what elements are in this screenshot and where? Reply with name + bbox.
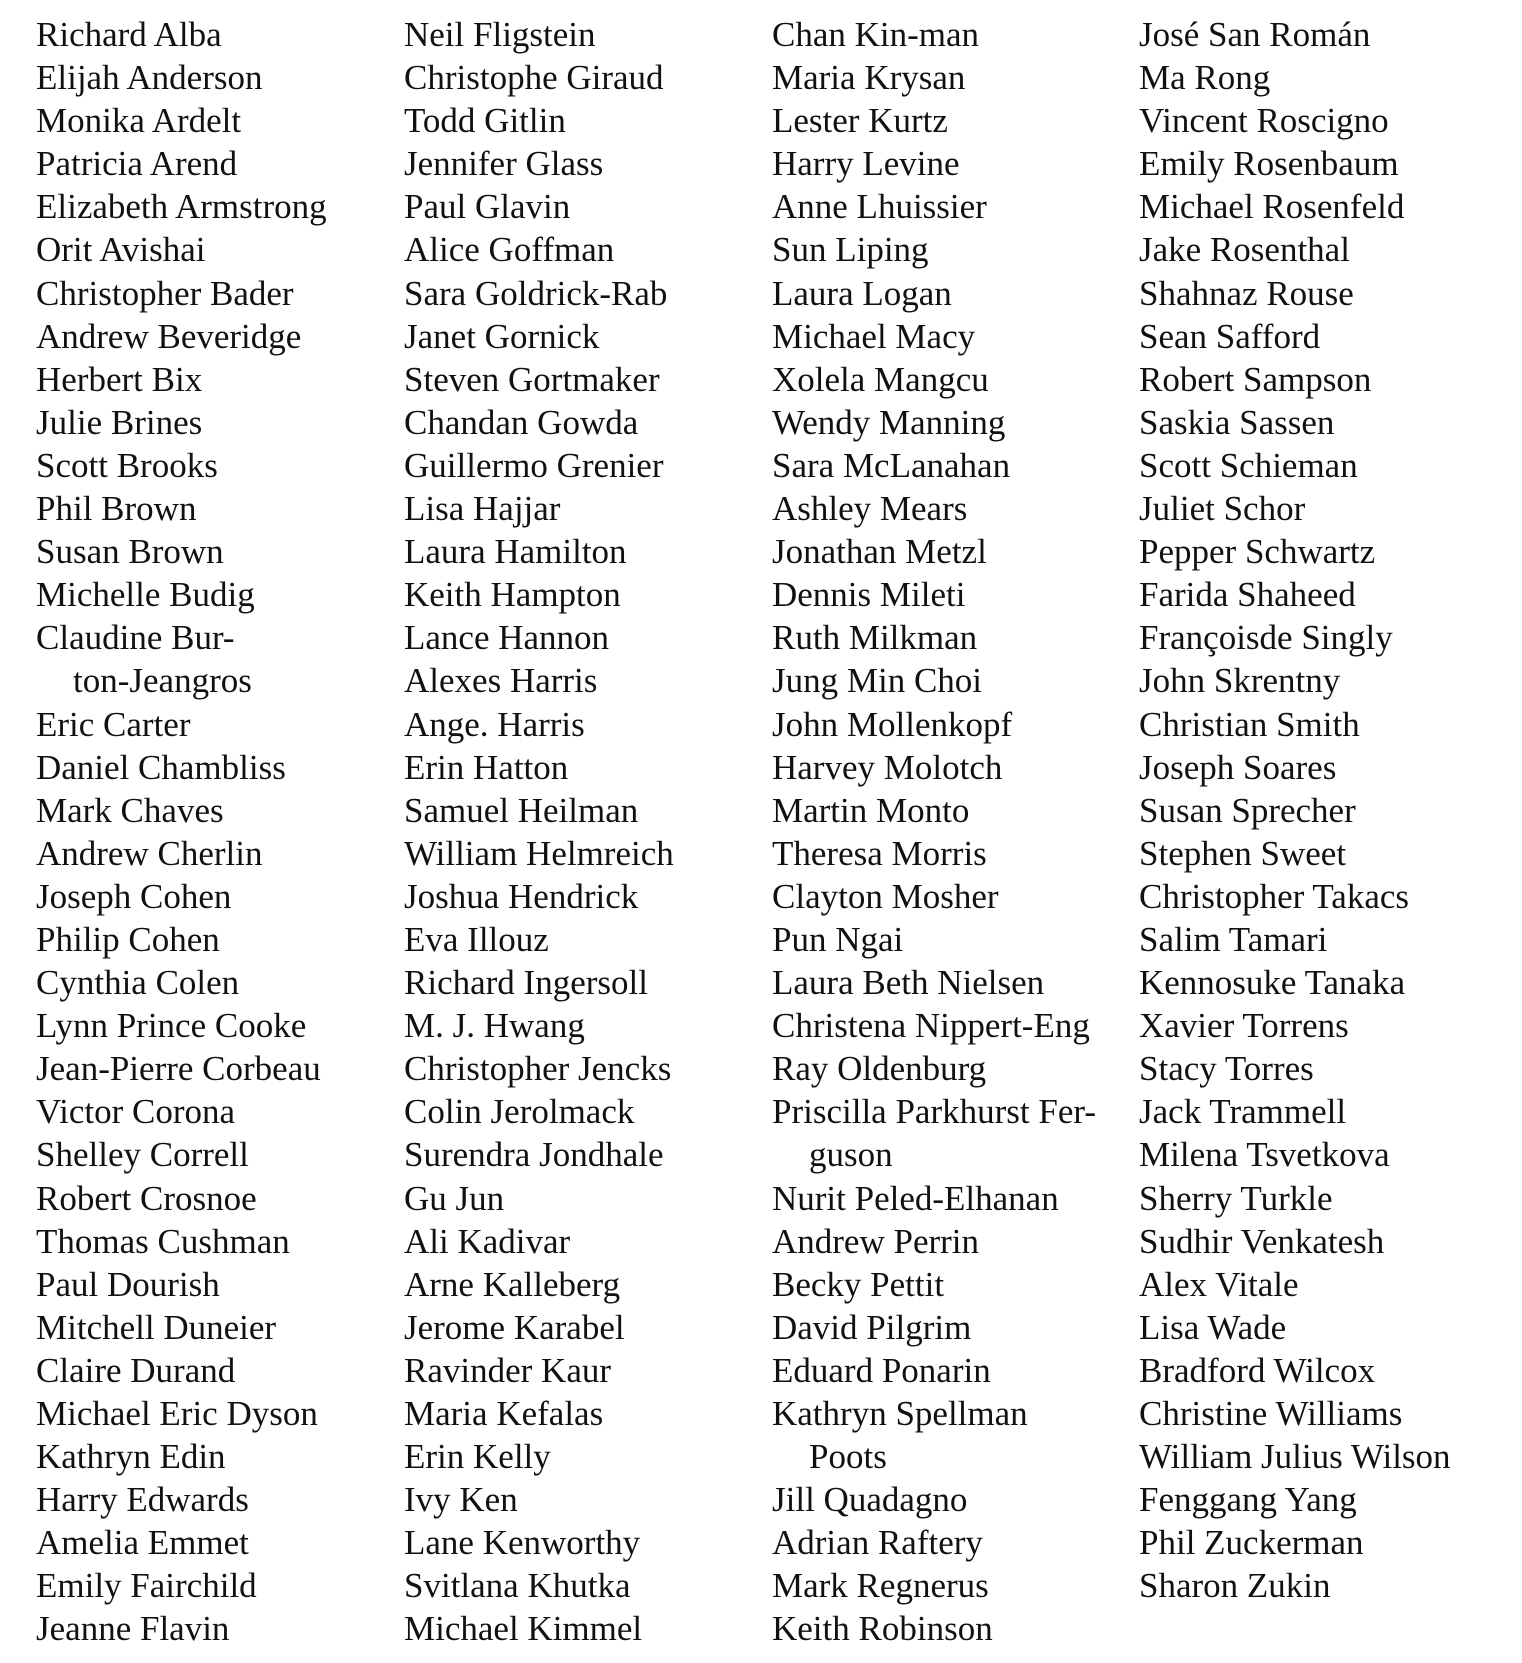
name-entry: Ruth Milkman xyxy=(772,618,978,658)
name-entry: Cynthia Colen xyxy=(36,963,240,1003)
name-entry: Neil Fligstein xyxy=(404,15,596,54)
name-entry: Jennifer Glass xyxy=(404,144,604,184)
name-entry: Richard Alba xyxy=(36,15,222,54)
name-entry: Emily Fairchild xyxy=(36,1566,257,1606)
name-entry: John Mollenkopf xyxy=(772,704,1013,744)
name-entry: Lane Kenworthy xyxy=(404,1523,641,1563)
name-entry: Gu Jun xyxy=(404,1178,505,1218)
name-entry: Michael Macy xyxy=(772,316,976,356)
name-entry: Farida Shaheed xyxy=(1139,575,1356,615)
name-entry: Adrian Raftery xyxy=(772,1523,983,1563)
name-entry: Xavier Torrens xyxy=(1139,1006,1349,1046)
name-entry: M. J. Hwang xyxy=(404,1006,585,1046)
name-entry: Kathryn Spellman xyxy=(772,1394,1028,1433)
name-entry: Colin Jerolmack xyxy=(404,1092,635,1132)
name-entry: Patricia Arend xyxy=(36,144,238,184)
name-entry: Chan Kin-man xyxy=(772,15,980,54)
name-entry: Christopher Jencks xyxy=(404,1049,672,1089)
name-entry: Christine Williams xyxy=(1139,1394,1403,1433)
name-entry: Laura Hamilton xyxy=(404,532,627,572)
name-entry: Eric Carter xyxy=(36,704,191,744)
name-entry: Shelley Correll xyxy=(36,1135,249,1175)
name-entry: Victor Corona xyxy=(36,1092,236,1132)
name-entry: Kathryn Edin xyxy=(36,1437,226,1477)
name-entry: Michael Rosenfeld xyxy=(1139,187,1405,227)
name-entry: Saskia Sassen xyxy=(1139,402,1335,442)
name-entry: Dennis Mileti xyxy=(772,575,966,615)
name-entry: Alice Goffman xyxy=(404,230,615,270)
name-entry: William Julius Wilson xyxy=(1139,1437,1451,1477)
name-entry: Jean-Pierre Corbeau xyxy=(36,1049,321,1089)
name-entry: Erin Kelly xyxy=(404,1437,551,1477)
name-entry: Maria Krysan xyxy=(772,58,966,98)
name-entry: Erin Hatton xyxy=(404,747,569,787)
name-entry: Eva Illouz xyxy=(404,919,549,959)
name-entry: Jeanne Flavin xyxy=(36,1609,230,1649)
name-entry: Christena Nippert-Eng xyxy=(772,1006,1090,1046)
name-entry: Sara McLanahan xyxy=(772,445,1011,485)
name-entry: Christian Smith xyxy=(1139,704,1360,744)
name-entry: Sara Goldrick-Rab xyxy=(404,273,668,313)
name-entry: Maria Kefalas xyxy=(404,1394,604,1433)
name-entry: Françoisde Singly xyxy=(1139,618,1393,658)
name-column-1 xyxy=(36,13,396,1651)
name-entry: Todd Gitlin xyxy=(404,101,566,141)
name-entry: Ivy Ken xyxy=(404,1480,518,1520)
name-entry: Claire Durand xyxy=(36,1350,236,1390)
name-entry: Ali Kadivar xyxy=(404,1221,571,1261)
name-entry: Laura Beth Nielsen xyxy=(772,963,1045,1003)
name-entry: Herbert Bix xyxy=(36,359,203,399)
name-entry: Samuel Heilman xyxy=(404,790,639,830)
name-entry: Lester Kurtz xyxy=(772,101,948,141)
name-entry: Jung Min Choi xyxy=(772,661,983,701)
name-entry: Wendy Manning xyxy=(772,402,1006,442)
name-entry: Sean Safford xyxy=(1139,316,1321,356)
name-entry: Salim Tamari xyxy=(1139,919,1328,959)
name-entry: Ray Oldenburg xyxy=(772,1049,987,1089)
name-entry: Amelia Emmet xyxy=(36,1523,249,1563)
name-entry: Scott Schieman xyxy=(1139,445,1358,485)
name-entry: Joshua Hendrick xyxy=(404,876,639,916)
name-entry: Harvey Molotch xyxy=(772,747,1003,787)
name-entry: guson xyxy=(809,1135,893,1175)
name-entry: Bradford Wilcox xyxy=(1139,1350,1376,1390)
name-entry: Robert Sampson xyxy=(1139,359,1372,399)
name-entry: Jill Quadagno xyxy=(772,1480,968,1520)
name-entry: Claudine Bur- xyxy=(36,618,235,658)
name-entry: Guillermo Grenier xyxy=(404,445,664,485)
name-entry: Susan Sprecher xyxy=(1139,790,1356,830)
name-entry: Fenggang Yang xyxy=(1139,1480,1357,1520)
name-entry: Lynn Prince Cooke xyxy=(36,1006,307,1046)
name-entry: Arne Kalleberg xyxy=(404,1264,621,1304)
name-entry: Milena Tsvetkova xyxy=(1139,1135,1390,1175)
name-entry: Shahnaz Rouse xyxy=(1139,273,1354,313)
name-entry: Christopher Takacs xyxy=(1139,876,1410,916)
name-entry: Anne Lhuissier xyxy=(772,187,987,227)
name-entry: Jack Trammell xyxy=(1139,1092,1347,1132)
name-entry: Jerome Karabel xyxy=(404,1307,625,1347)
name-entry: Andrew Perrin xyxy=(772,1221,980,1261)
name-entry: William Helmreich xyxy=(404,833,674,873)
name-entry: Stacy Torres xyxy=(1139,1049,1314,1089)
name-column-4 xyxy=(1139,13,1509,1607)
name-entry: Keith Robinson xyxy=(772,1609,993,1649)
name-entry: Phil Zuckerman xyxy=(1139,1523,1364,1563)
name-entry: Ravinder Kaur xyxy=(404,1350,612,1390)
name-entry: Stephen Sweet xyxy=(1139,833,1347,873)
name-entry: Andrew Cherlin xyxy=(36,833,263,873)
name-entry: Robert Crosnoe xyxy=(36,1178,257,1218)
name-entry: Priscilla Parkhurst Fer- xyxy=(772,1092,1096,1132)
name-entry: Philip Cohen xyxy=(36,919,220,959)
name-entry: Mark Chaves xyxy=(36,790,224,830)
name-entry: Joseph Cohen xyxy=(36,876,232,916)
name-entry: Lance Hannon xyxy=(404,618,610,658)
name-entry: Jonathan Metzl xyxy=(772,532,987,572)
name-entry: Laura Logan xyxy=(772,273,952,313)
name-entry: Svitlana Khutka xyxy=(404,1566,631,1606)
name-entry: Mitchell Duneier xyxy=(36,1307,277,1347)
name-entry: Janet Gornick xyxy=(404,316,600,356)
name-entry: Joseph Soares xyxy=(1139,747,1337,787)
name-entry: Surendra Jondhale xyxy=(404,1135,664,1175)
name-entry: Lisa Hajjar xyxy=(404,489,561,529)
name-entry: Nurit Peled-Elhanan xyxy=(772,1178,1059,1218)
name-entry: John Skrentny xyxy=(1139,661,1341,701)
name-entry: Paul Glavin xyxy=(404,187,571,227)
name-entry: Chandan Gowda xyxy=(404,402,639,442)
name-entry: Elijah Anderson xyxy=(36,58,263,98)
name-entry: Sun Liping xyxy=(772,230,929,270)
name-entry: Daniel Chambliss xyxy=(36,747,286,787)
name-entry: Paul Dourish xyxy=(36,1264,220,1304)
name-entry: Thomas Cushman xyxy=(36,1221,290,1261)
name-entry: Keith Hampton xyxy=(404,575,621,615)
name-entry: Susan Brown xyxy=(36,532,224,572)
name-entry: Michelle Budig xyxy=(36,575,255,615)
name-entry: Becky Pettit xyxy=(772,1264,945,1304)
name-entry: Kennosuke Tanaka xyxy=(1139,963,1406,1003)
name-entry: Ma Rong xyxy=(1139,58,1271,98)
name-entry: Juliet Schor xyxy=(1139,489,1306,529)
name-entry: Ashley Mears xyxy=(772,489,968,529)
name-entry: Mark Regnerus xyxy=(772,1566,989,1606)
name-entry: Elizabeth Armstrong xyxy=(36,187,327,227)
name-entry: Harry Levine xyxy=(772,144,960,184)
name-entry: ton-Jeangros xyxy=(73,661,252,701)
name-entry: Sudhir Venkatesh xyxy=(1139,1221,1385,1261)
name-entry: Lisa Wade xyxy=(1139,1307,1287,1347)
name-entry: Julie Brines xyxy=(36,402,203,442)
name-entry: Monika Ardelt xyxy=(36,101,242,141)
name-entry: Pepper Schwartz xyxy=(1139,532,1376,572)
name-entry: Andrew Beveridge xyxy=(36,316,302,356)
name-entry: Vincent Roscigno xyxy=(1139,101,1389,141)
name-entry: Sherry Turkle xyxy=(1139,1178,1333,1218)
name-entry: Emily Rosenbaum xyxy=(1139,144,1399,184)
name-entry: Alex Vitale xyxy=(1139,1264,1299,1304)
name-entry: Scott Brooks xyxy=(36,445,218,485)
name-entry: Michael Kimmel xyxy=(404,1609,643,1649)
name-entry: Richard Ingersoll xyxy=(404,963,648,1003)
name-entry: Poots xyxy=(809,1437,887,1477)
name-entry: Martin Monto xyxy=(772,790,970,830)
name-column-2 xyxy=(404,13,764,1651)
name-entry: Xolela Mangcu xyxy=(772,359,989,399)
name-entry: Christophe Giraud xyxy=(404,58,664,98)
name-entry: Ange. Harris xyxy=(404,704,585,744)
name-entry: Clayton Mosher xyxy=(772,876,999,916)
name-entry: Christopher Bader xyxy=(36,273,294,313)
name-entry: Theresa Morris xyxy=(772,833,987,873)
name-entry: Jake Rosenthal xyxy=(1139,230,1350,270)
name-entry: Orit Avishai xyxy=(36,230,206,270)
name-entry: Steven Gortmaker xyxy=(404,359,660,399)
name-entry: Sharon Zukin xyxy=(1139,1566,1331,1606)
name-entry: Eduard Ponarin xyxy=(772,1350,991,1390)
name-entry: Phil Brown xyxy=(36,489,197,529)
name-entry: Alexes Harris xyxy=(404,661,598,701)
name-entry: Pun Ngai xyxy=(772,919,904,959)
name-column-3 xyxy=(772,13,1132,1651)
name-entry: David Pilgrim xyxy=(772,1307,972,1347)
name-entry: José San Román xyxy=(1139,15,1371,54)
name-entry: Michael Eric Dyson xyxy=(36,1394,318,1433)
name-entry: Harry Edwards xyxy=(36,1480,249,1520)
